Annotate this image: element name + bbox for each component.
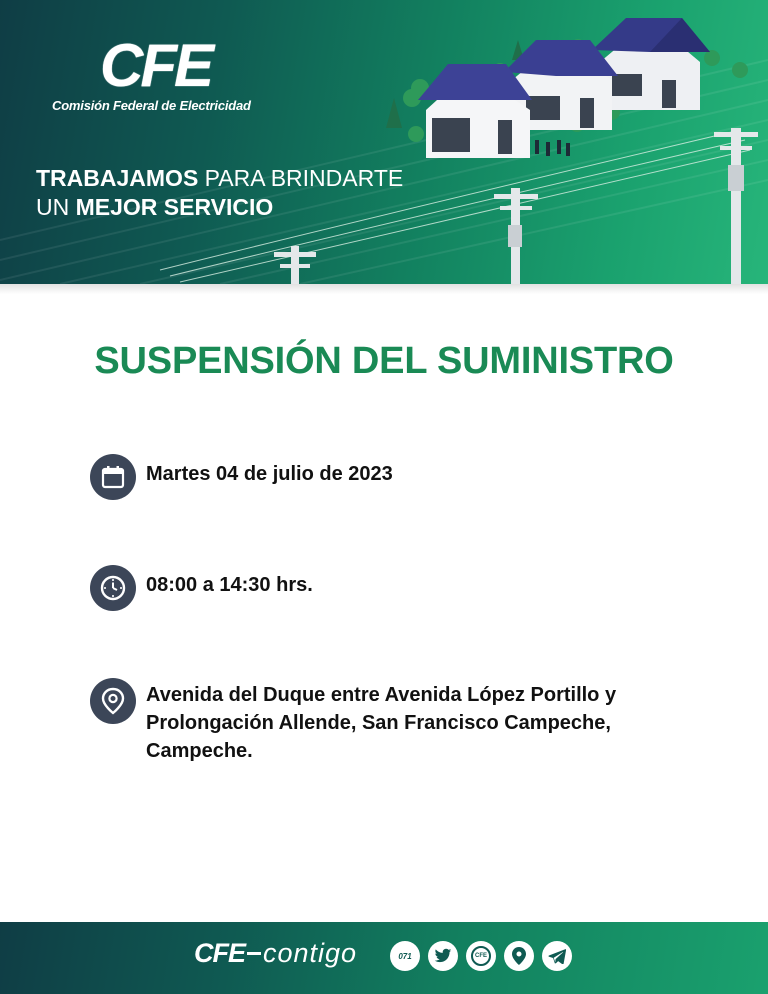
- time-text: 08:00 a 14:30 hrs.: [146, 574, 313, 596]
- footer-location-icon[interactable]: [504, 941, 534, 971]
- cfe-logo-mark: CFE: [100, 32, 211, 99]
- telegram-icon[interactable]: [542, 941, 572, 971]
- location-line-3: Campeche.: [146, 740, 253, 762]
- brand-cfe: CFE: [194, 938, 245, 968]
- clock-icon: [90, 565, 136, 611]
- footer-bar: [0, 922, 768, 994]
- location-text: [146, 681, 616, 765]
- location-line-2: Prolongación Allende, San Francisco Campeche,: [146, 712, 611, 734]
- header-tagline: [36, 164, 403, 222]
- location-pin-icon: [90, 678, 136, 724]
- phone-071-icon[interactable]: [390, 941, 420, 971]
- time-row: [90, 565, 313, 611]
- cfe-logo: [52, 32, 272, 113]
- date-text: Martes 04 de julio de 2023: [146, 463, 393, 485]
- header-banner: [0, 0, 768, 284]
- date-row: [90, 454, 393, 500]
- calendar-icon: [90, 454, 136, 500]
- cfe-app-icon[interactable]: [466, 941, 496, 971]
- header-shadow: [0, 284, 768, 294]
- brand-word: contigo: [263, 938, 358, 968]
- app-label: CFE: [475, 953, 487, 959]
- location-line-1: Avenida del Duque entre Avenida López Portillo y: [146, 684, 617, 706]
- tagline-bold-2: MEJOR SERVICIO: [75, 194, 274, 220]
- tagline-rest-1: PARA BRINDARTE: [204, 165, 404, 191]
- tagline-light-2: UN: [36, 194, 70, 220]
- cfe-contigo-brand: [194, 938, 357, 969]
- brand-dash: [247, 952, 261, 955]
- phone-label: 071: [398, 951, 412, 961]
- tagline-bold-1: TRABAJAMOS: [36, 165, 199, 191]
- location-row: [90, 678, 616, 765]
- org-name: Comisión Federal de Electricidad: [52, 98, 251, 113]
- cfe-app-ring: [471, 946, 491, 966]
- twitter-icon[interactable]: [428, 941, 458, 971]
- notice-title: SUSPENSIÓN DEL SUMINISTRO: [94, 340, 674, 382]
